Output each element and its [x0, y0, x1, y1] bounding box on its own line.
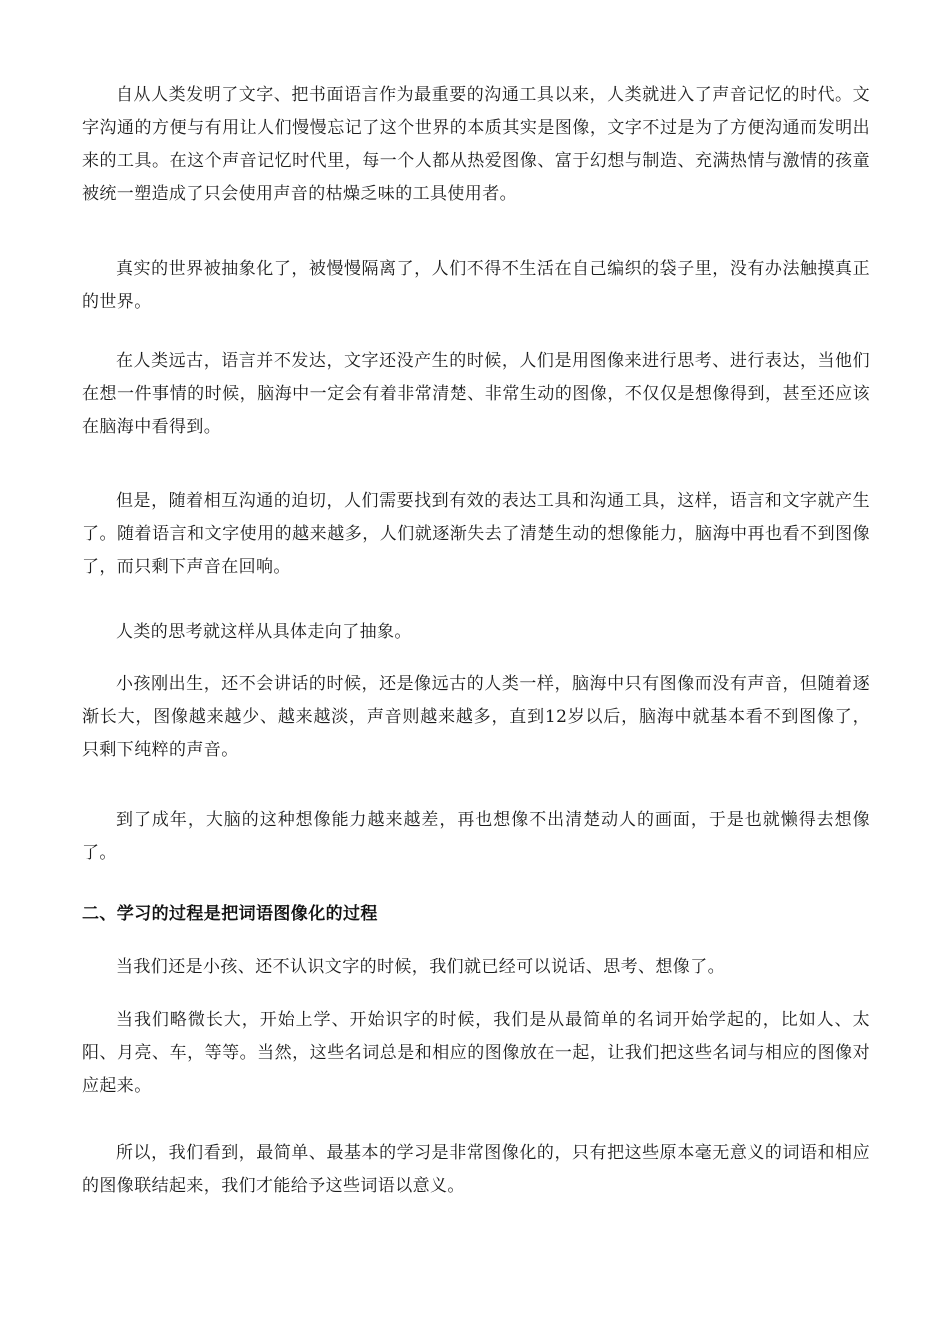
paragraph: 在人类远古，语言并不发达，文字还没产生的时候，人们是用图像来进行思考、进行表达，当他们在想一件事情的时候，脑海中一定会有着非常清楚、非常生动的图像，不仅仅是想像得到，甚至还应该在脑海中看得到。	[82, 351, 870, 437]
paragraph: 当我们还是小孩、还不认识文字的时候，我们就已经可以说话、思考、想像了。	[116, 957, 725, 977]
paragraph: 人类的思考就这样从具体走向了抽象。	[116, 622, 412, 642]
paragraph: 但是，随着相互沟通的迫切，人们需要找到有效的表达工具和沟通工具，这样，语言和文字就产生了。随着语言和文字使用的越来越多，人们就逐渐失去了清楚生动的想像能力，脑海中再也看不到图像了，而只剩下声音在回响。	[82, 491, 870, 577]
paragraph: 小孩刚出生，还不会讲话的时候，还是像远古的人类一样，脑海中只有图像而没有声音，但随着逐渐长大，图像越来越少、越来越淡，声音则越来越多，直到12岁以后，脑海中就基本看不到图像了，只剩下纯粹的声音。	[82, 674, 870, 760]
section-heading: 二、学习的过程是把词语图像化的过程	[82, 904, 378, 924]
paragraph: 到了成年，大脑的这种想像能力越来越差，再也想像不出清楚动人的画面，于是也就懒得去想像了。	[82, 810, 870, 863]
paragraph: 自从人类发明了文字、把书面语言作为最重要的沟通工具以来，人类就进入了声音记忆的时代。文字沟通的方便与有用让人们慢慢忘记了这个世界的本质其实是图像，文字不过是为了方便沟通而发明出来的工具。在这个声音记忆时代里，每一个人都从热爱图像、富于幻想与制造、充满热情与激情的孩童被统一塑造成了只会使用声音的枯燥乏味的工具使用者。	[82, 85, 870, 204]
paragraph: 真实的世界被抽象化了，被慢慢隔离了，人们不得不生活在自己编织的袋子里，没有办法触摸真正的世界。	[82, 259, 870, 312]
paragraph: 当我们略微长大，开始上学、开始识字的时候，我们是从最简单的名词开始学起的，比如人、太阳、月亮、车，等等。当然，这些名词总是和相应的图像放在一起，让我们把这些名词与相应的图像对应起来。	[82, 1010, 870, 1096]
paragraph: 所以，我们看到，最简单、最基本的学习是非常图像化的，只有把这些原本毫无意义的词语和相应的图像联结起来，我们才能给予这些词语以意义。	[82, 1143, 870, 1196]
